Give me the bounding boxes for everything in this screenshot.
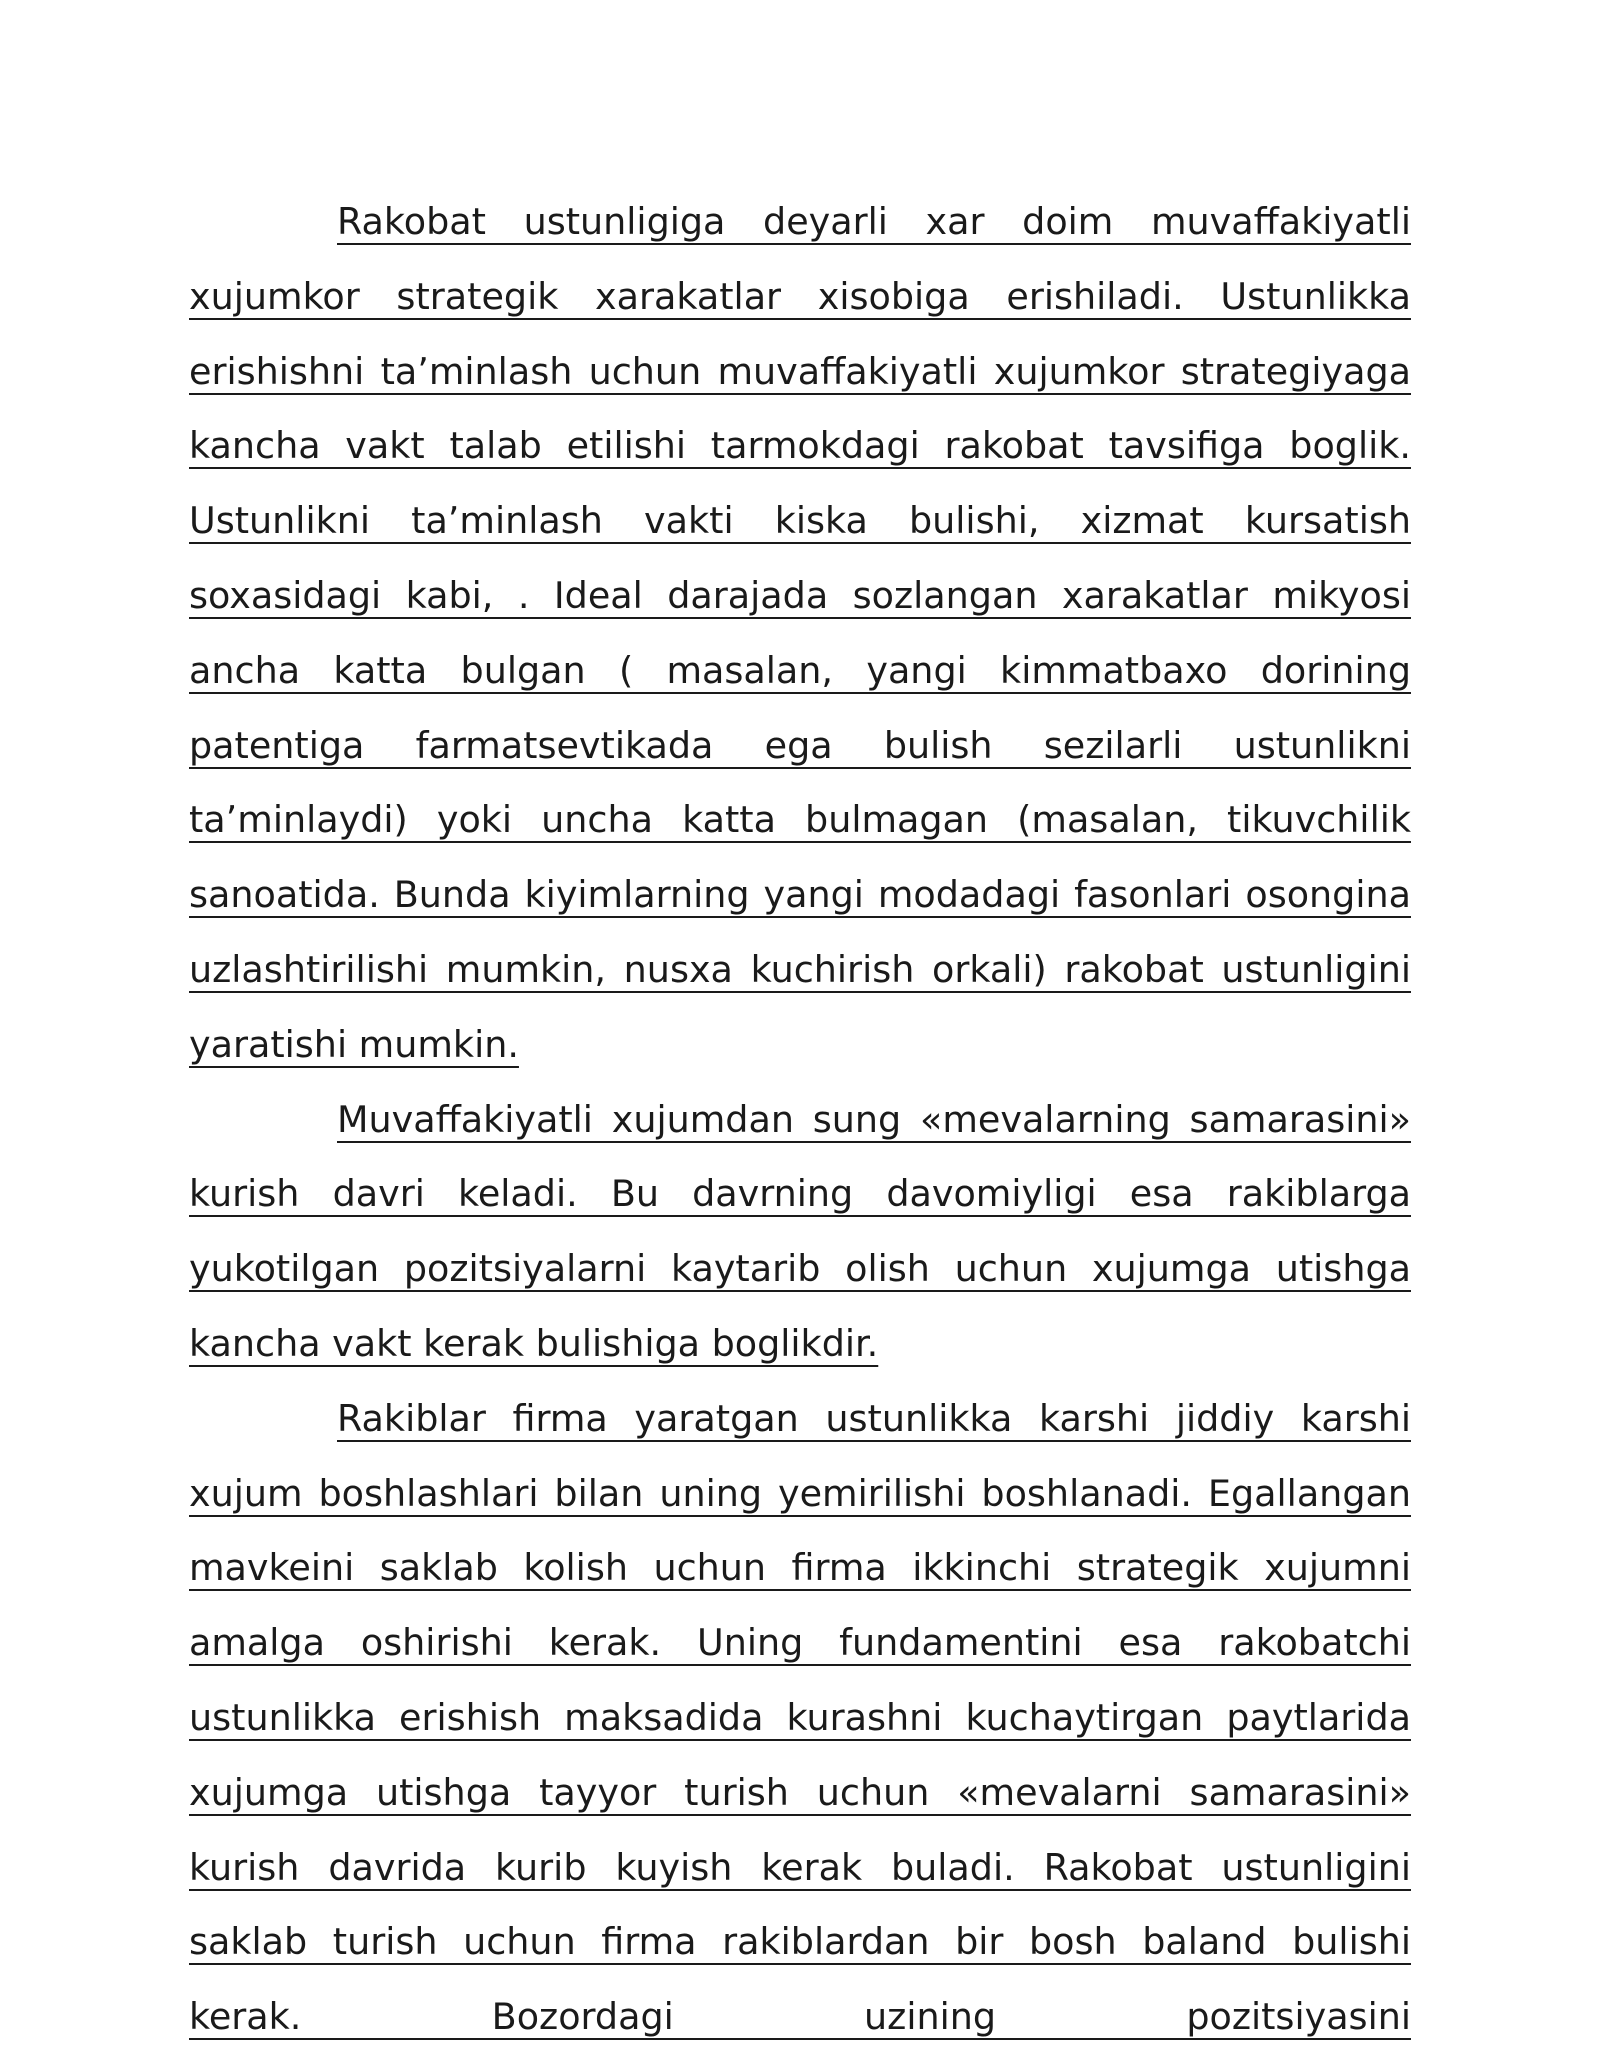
paragraph-2-text: Muvaffakiyatli xujumdan sung «mevalarning samarasini» kurish davri keladi. Bu davrning davomiyligi esa rakiblarga yukotilgan pozitsiyalarni kaytarib olish uchun xujumga utishga kancha vakt kerak bulishiga boglikdir. bbox=[189, 1097, 1411, 1365]
document-page bbox=[189, 185, 1411, 2055]
paragraph-3-text: Rakiblar firma yaratgan ustunlikka karshi jiddiy karshi xujum boshlashlari bilan uning yemirilishi boshlanadi. Egallangan mavkeini saklab kolish uchun firma ikkinchi strategik xujumni amalga oshirishi kerak. Uning fundamentini esa rakobatchi ustunlikka erishish maksadida kurashni kuchaytirgan paytlarida xujumga utishga tayyor turish uchun «mevalarni samarasini» kurish davrida kurib kuyish kerak buladi. Rakobat ustunligini saklab turish uchun firma rakiblardan bir bosh baland bulishi kerak. Bozordagi uzining pozitsiyasini bbox=[189, 1396, 1411, 2039]
paragraph-3 bbox=[189, 1382, 1411, 2055]
paragraph-1 bbox=[189, 185, 1411, 1083]
paragraph-2 bbox=[189, 1083, 1411, 1382]
paragraph-1-text: Rakobat ustunligiga deyarli xar doim muvaffakiyatli xujumkor strategik xarakatlar xisobiga erishiladi. Ustunlikka erishishni ta’minlash uchun muvaffakiyatli xujumkor strategiyaga kancha vakt talab etilishi tarmokdagi rakobat tavsifiga boglik. Ustunlikni ta’minlash vakti kiska bulishi, xizmat kursatish soxasidagi kabi, . Ideal darajada sozlangan xarakatlar mikyosi ancha katta bulgan ( masalan, yangi kimmatbaxo dorining patentiga farmatsevtikada ega bulish sezilarli ustunlikni ta’minlaydi) yoki uncha katta bulmagan (masalan, tikuvchilik sanoatida. Bunda kiyimlarning yangi modadagi fasonlari osongina uzlashtirilishi mumkin, nusxa kuchirish orkali) rakobat ustunligini yaratishi mumkin. bbox=[189, 200, 1411, 1066]
